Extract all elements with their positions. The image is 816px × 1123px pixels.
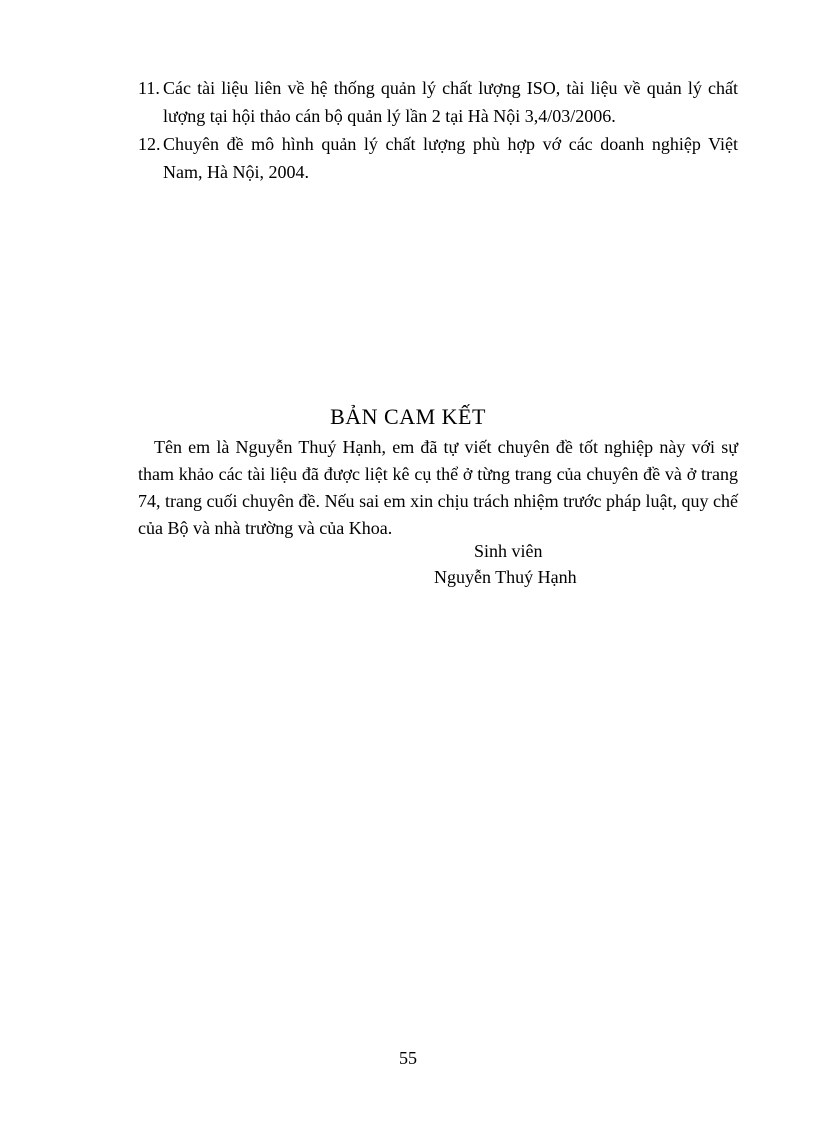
reference-number: 12. <box>138 134 161 154</box>
commitment-title: BẢN CAM KẾT <box>330 404 486 429</box>
reference-list <box>138 74 738 186</box>
reference-text: Các tài liệu liên về hệ thống quản lý chất lượng ISO, tài liệu về quản lý chất lượng tại hội thảo cán bộ quản lý lần 2 tại Hà Nội 3,4/03/2006. <box>163 78 738 126</box>
signature-role: Sinh viên <box>474 541 543 561</box>
reference-text: Chuyên đề mô hình quản lý chất lượng phù hợp vớ các doanh nghiệp Việt Nam, Hà Nội, 2004. <box>163 134 738 182</box>
reference-number: 11. <box>138 78 160 98</box>
page-number: 55 <box>399 1048 417 1068</box>
signature-name: Nguyễn Thuý Hạnh <box>434 567 577 587</box>
reference-item <box>138 74 738 130</box>
reference-item <box>138 130 738 186</box>
commitment-body: Tên em là Nguyễn Thuý Hạnh, em đã tự viết chuyên đề tốt nghiệp này với sự tham khảo các tài liệu đã được liệt kê cụ thể ở từng trang của chuyên đề và ở trang 74, trang cuối chuyên đề. Nếu sai em xin chịu trách nhiệm trước pháp luật, quy chế của Bộ và nhà trường và của Khoa. <box>138 437 738 538</box>
